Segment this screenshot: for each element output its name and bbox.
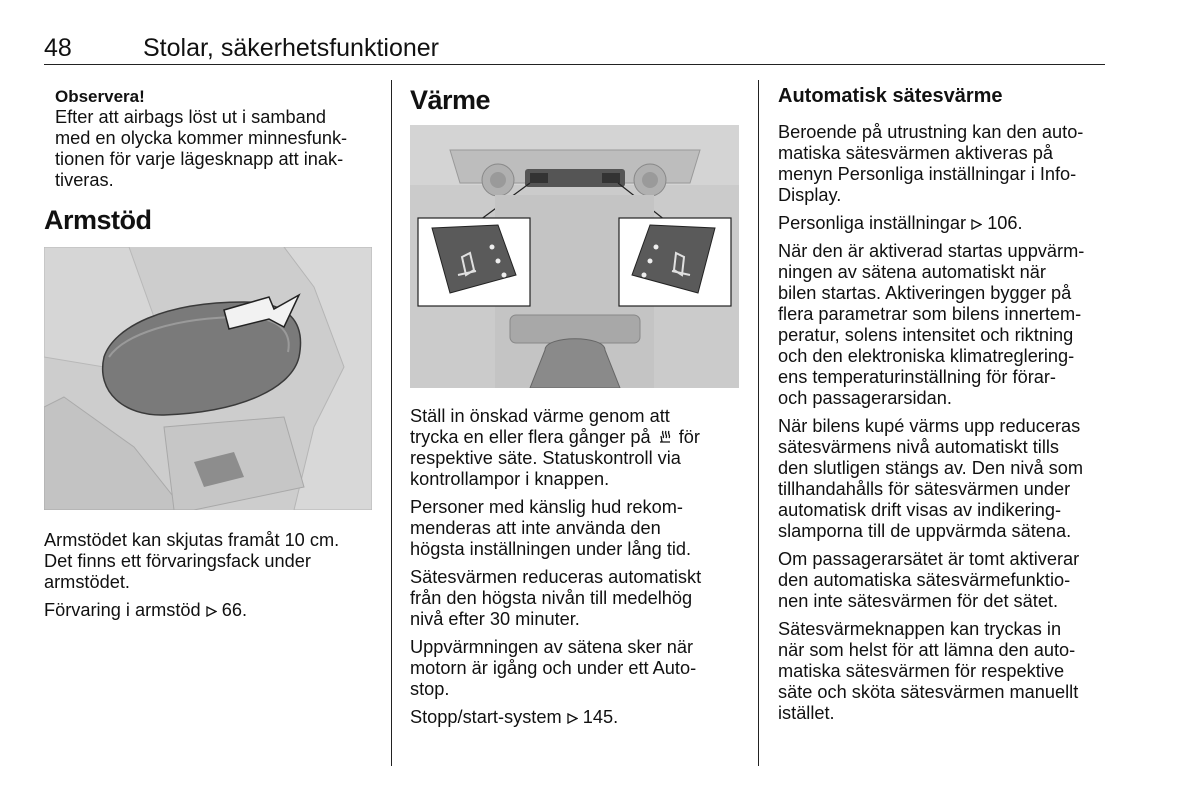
text-line: nivå efter 30 minuter. [410,609,580,629]
text-line: matiska sätesvärmen för respektive [778,661,1065,681]
column-divider-2 [758,80,759,766]
paragraph [410,406,755,490]
text-line: Uppvärmningen av sätena sker när [410,637,694,657]
text-line: säte och sköta sätesvärmen manuellt [778,682,1079,702]
text-line: Sätesvärmen reduceras automatiskt [410,567,702,587]
paragraph [44,530,384,593]
text-line: motorn är igång och under ett Auto- [410,658,697,678]
text-line: Personer med känslig hud rekom- [410,497,683,517]
text-line: Armstödet kan skjutas framåt 10 cm. [44,530,340,550]
text-line: och den elektroniska klimatreglering- [778,346,1075,366]
text-line: när som helst för att lämna den auto- [778,640,1076,660]
cross-reference[interactable] [778,213,1113,234]
seat-heating-illustration [410,125,739,388]
note-block [55,86,380,191]
note-text [55,107,380,191]
text-line: menyn Personliga inställningar i Info- [778,164,1077,184]
text-line: slamporna till de uppvärmda sätena. [778,521,1072,541]
paragraph [778,241,1113,409]
cross-reference[interactable] [44,600,384,621]
header-rule [44,64,1105,65]
text-line: Om passagerarsätet är tomt aktiverar [778,549,1080,569]
text-line: den slutligen stängs av. Den nivå som [778,458,1083,478]
text-line: tillhandahålls för sätesvärmen under [778,479,1071,499]
paragraph [410,567,755,630]
page-number: 48 [44,34,72,62]
text-line: När den är aktiverad startas uppvärm- [778,241,1085,261]
text-line: högsta inställningen under lång tid. [410,539,692,559]
text-line: ningen av sätena automatiskt när [778,262,1046,282]
text-line: ens temperaturinställning för förar- [778,367,1056,387]
text-line: och passagerarsidan. [778,388,952,408]
paragraph [410,637,755,700]
text-line: kontrollampor i knappen. [410,469,610,489]
reference-label: Stopp/start-system [410,707,562,727]
text-line: armstödet. [44,572,130,592]
text-line: menderas att inte använda den [410,518,661,538]
text-line: peratur, solens intensitet och riktning [778,325,1074,345]
text-line: för [678,427,700,447]
section-heading-armrest: Armstöd [44,205,152,235]
text-line: respektive säte. Statuskontroll via [410,448,681,468]
armrest-text [44,530,384,628]
cross-reference[interactable] [410,707,755,728]
text-line: Det finns ett förvaringsfack under [44,551,311,571]
text-line: Display. [778,185,842,205]
paragraph [778,416,1113,542]
text-line: den automatiska sätesvärmefunktio- [778,570,1071,590]
seat-heating-icon [656,428,674,446]
text-line: När bilens kupé värms upp reduceras [778,416,1081,436]
column-divider-1 [391,80,392,766]
text-line: nen inte sätesvärmen för det sätet. [778,591,1059,611]
heating-text [410,406,755,735]
section-heading-heating: Värme [410,85,491,115]
paragraph [778,122,1113,206]
text-line: Efter att airbags löst ut i samband [55,107,326,127]
text-line: från den högsta nivån till medelhög [410,588,693,608]
reference-page: 106. [987,213,1023,233]
reference-arrow-icon [971,219,982,230]
reference-page: 145. [582,707,619,727]
text-line: Ställ in önskad värme genom att [410,406,670,426]
text-line: bilen startas. Aktiveringen bygger på [778,283,1072,303]
text-line: trycka en eller flera gånger på [410,427,651,447]
reference-arrow-icon [567,713,578,724]
text-line: flera parametrar som bilens innertem- [778,304,1082,324]
text-line: Sätesvärmeknappen kan tryckas in [778,619,1062,639]
text-line: med en olycka kommer minnesfunk- [55,128,348,148]
paragraph [778,619,1113,724]
text-line: istället. [778,703,835,723]
section-heading-auto-heating: Automatisk sätesvärme [778,85,1003,107]
auto-heating-text [778,122,1113,731]
text-line: sätesvärmens nivå automatiskt tills [778,437,1060,457]
text-line: automatisk drift visas av indikering- [778,500,1062,520]
reference-arrow-icon [206,606,217,617]
reference-label: Personliga inställningar [778,213,967,233]
text-line: matiska sätesvärmen aktiveras på [778,143,1053,163]
page-header-title: Stolar, säkerhetsfunktioner [143,34,439,62]
paragraph [778,549,1113,612]
armrest-illustration [44,247,372,510]
text-line: stop. [410,679,450,699]
paragraph [410,497,755,560]
text-line: tionen för varje lägesknapp att inak- [55,149,344,169]
reference-page: 66. [221,600,248,620]
text-line: Beroende på utrustning kan den auto- [778,122,1084,142]
reference-label: Förvaring i armstöd [44,600,201,620]
note-heading: Observera! [55,87,145,106]
text-line: tiveras. [55,170,114,190]
